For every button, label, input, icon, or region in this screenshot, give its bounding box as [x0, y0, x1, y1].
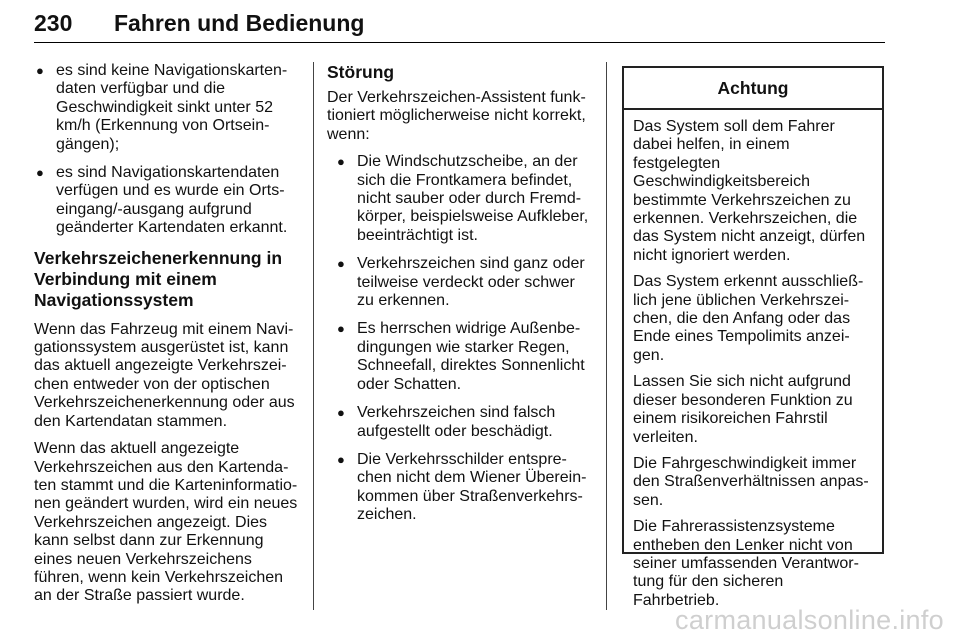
paragraph: Die Fahrerassistenzsysteme entheben den Lenker nicht von seiner umfassenden Verantwortung für den sicheren Fahrbetrieb. [633, 518, 859, 609]
page-number: 230 [34, 10, 73, 36]
column-divider [606, 62, 607, 610]
paragraph: Das System erkennt ausschließlich jene üblichen Verkehrszeichen, die den Anfang oder das Ende eines Tempolimits anzeigen. [633, 273, 864, 364]
left-column [34, 62, 300, 615]
list-item: ● Verkehrszeichen sind ganz oder teilweise verdeckt oder schwer zu erkennen. [335, 255, 591, 310]
watermark: carmanualsonline.info [675, 605, 944, 635]
page-header [34, 6, 884, 44]
warning-body [624, 110, 882, 610]
paragraph: Die Fahrgeschwindigkeit immer den Straßenverhältnissen anpassen. [633, 454, 869, 509]
list-item: ● Es herrschen widrige Außenbedingungen wie starker Regen, Schneefall, direktes Sonnenlicht oder Schatten. [335, 320, 591, 394]
paragraph: Wenn das aktuell angezeigte Verkehrszeichen aus den Kartendaten stammt und die Karteninformationen geändert wurden, wird ein neues Verkehrszeichen angezeigt. Dies kann selbst dann zur Erkennung eines neuen Verkehrszeichens führen, wenn kein Verkehrszeichen an der Straße passiert wurde. [34, 440, 298, 605]
warning-box [622, 66, 884, 609]
middle-column [327, 62, 591, 535]
header-rule [34, 42, 885, 43]
list-item: ● Verkehrszeichen sind falsch aufgestellt oder beschädigt. [335, 404, 591, 441]
fault-list [327, 153, 591, 524]
paragraph: Der Verkehrszeichen-Assistent funktioniert möglicherweise nicht korrekt, wenn: [327, 89, 586, 143]
paragraph: Wenn das Fahrzeug mit einem Navigationssystem ausgerüstet ist, kann das aktuell angezeigte Verkehrszeichen entweder von der optischen Verkehrszeichenerkennung oder aus den Kartendatan stammen. [34, 320, 295, 430]
section-heading-fault: Störung [327, 62, 395, 82]
condition-list [34, 62, 300, 238]
warning-title: Achtung [624, 68, 882, 110]
list-item: ● Die Windschutzscheibe, an der sich die Frontkamera befindet, nicht sauber oder durch Fremdkörper, beispielsweise Aufkleber, beeinträchtigt ist. [335, 153, 591, 245]
section-heading-navigation: Verkehrszeichenerkennung in Verbindung mit einem Navigationssystem [34, 247, 283, 310]
list-item: ● es sind keine Navigationskartendaten verfügbar und die Geschwindigkeit sinkt unter 52 km/h (Erkennung von Ortseingängen); [34, 62, 300, 154]
column-divider [313, 62, 314, 610]
list-item: ● Die Verkehrsschilder entsprechen nicht dem Wiener Übereinkommen über Straßenverkehrszeichen. [335, 451, 591, 525]
chapter-title: Fahren und Bedienung [114, 10, 365, 36]
paragraph: Das System soll dem Fahrer dabei helfen, in einem festgelegten Geschwindigkeitsbereich bestimmte Verkehrszeichen zu erkennen. Verkehrszeichen, die das System nicht anzeigt, dürfen nicht ignoriert werden. [633, 118, 866, 264]
list-item: ● es sind Navigationskartendaten verfügen und es wurde ein Ortseingang/-ausgang aufgrund geänderter Kartendaten erkannt. [34, 164, 300, 238]
paragraph: Lassen Sie sich nicht aufgrund dieser besonderen Funktion zu einem risikoreichen Fahrstil verleiten. [633, 373, 853, 446]
